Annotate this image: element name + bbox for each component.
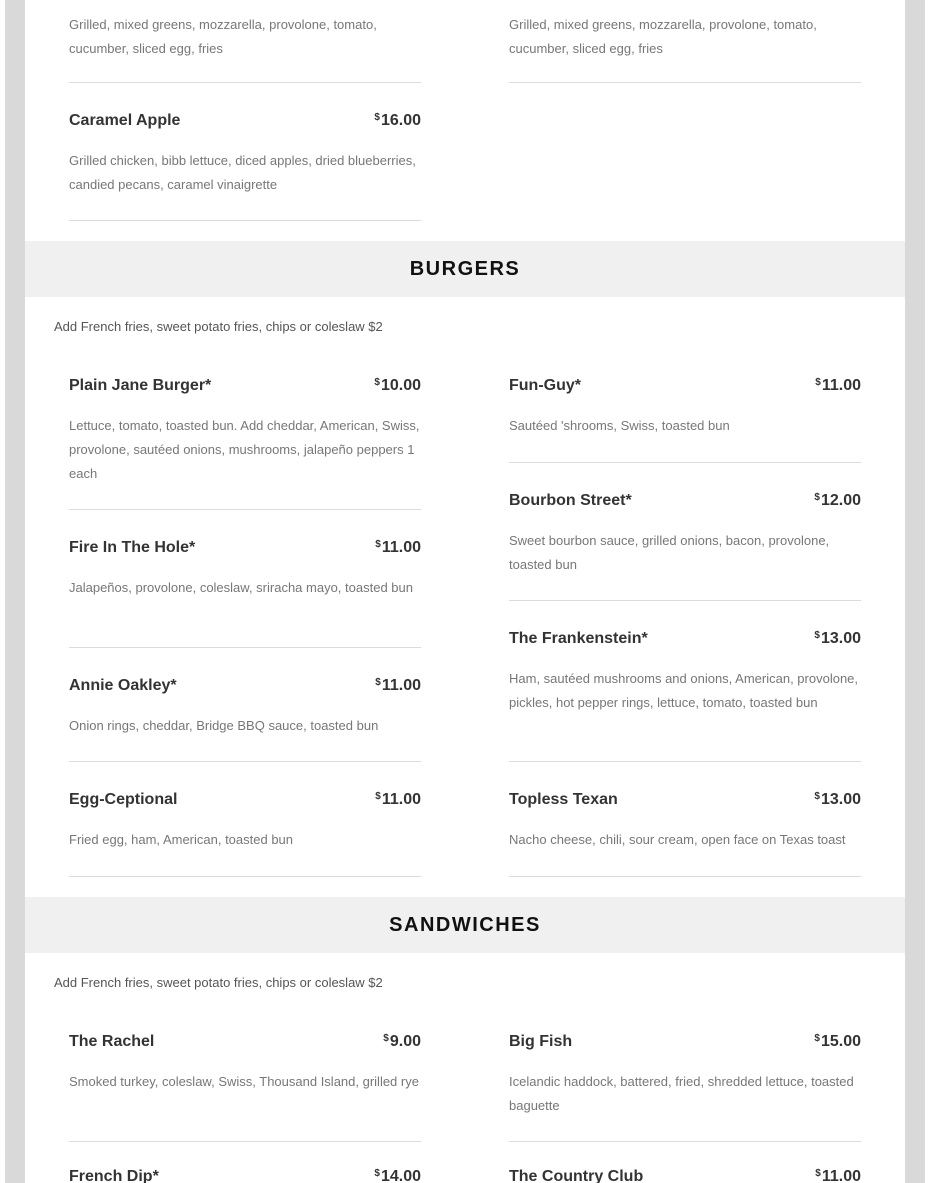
item-divider [69,82,421,83]
menu-page [25,0,905,1183]
menu-item [69,1033,421,1094]
item-price: $13.00 [814,791,861,808]
item-name: Fire In The Hole* [69,539,196,556]
item-description: Icelandic haddock, battered, fried, shredded lettuce, toasted baguette [509,1074,854,1113]
item-divider [509,600,861,601]
item-name: Caramel Apple [69,112,181,129]
item-name: Big Fish [509,1033,573,1050]
item-divider [69,220,421,221]
item-description: Grilled, mixed greens, mozzarella, provolone, tomato, cucumber, sliced egg, fries [69,17,377,56]
item-price: $16.00 [374,112,421,129]
item-description: Smoked turkey, coleslaw, Swiss, Thousand Island, grilled rye [69,1074,419,1089]
menu-item [509,791,861,852]
menu-item [69,112,421,197]
item-price: $11.00 [815,1168,861,1183]
item-divider [509,462,861,463]
item-price: $11.00 [815,377,861,394]
item-name: Annie Oakley* [69,677,177,694]
item-divider [509,1141,861,1142]
item-name: The Frankenstein* [509,630,648,647]
item-description: Nacho cheese, chili, sour cream, open face on Texas toast [509,832,846,847]
item-description: Fried egg, ham, American, toasted bun [69,832,294,847]
item-price: $11.00 [375,677,421,694]
item-price: $14.00 [374,1168,421,1183]
item-name: Bourbon Street* [509,492,632,509]
menu-item [69,539,421,600]
menu-item [69,677,421,738]
menu-item [509,492,861,577]
menu-item [69,1168,421,1183]
item-divider [509,876,861,877]
item-name: The Rachel [69,1033,155,1050]
item-divider [69,1141,421,1142]
item-name: Egg-Ceptional [69,791,178,808]
menu-item [69,791,421,852]
item-divider [69,509,421,510]
page-margin-right [925,0,930,1183]
item-price: $11.00 [375,791,421,808]
item-description: Jalapeños, provolone, coleslaw, sriracha mayo, toasted bun [69,580,413,595]
section-title: BURGERS [409,257,521,280]
menu-item [509,1033,861,1118]
menu-item [509,377,861,438]
item-description: Sautéed 'shrooms, Swiss, toasted bun [509,418,730,433]
item-price: $15.00 [814,1033,861,1050]
item-divider [69,761,421,762]
item-description: Ham, sautéed mushrooms and onions, American, provolone, pickles, hot pepper rings, lettuce, tomato, toasted bun [509,671,859,710]
item-description: Sweet bourbon sauce, grilled onions, bacon, provolone, toasted bun [509,533,830,572]
section-title: SANDWICHES [389,913,541,936]
item-price: $11.00 [375,539,421,556]
item-name: Plain Jane Burger* [69,377,212,394]
page-margin-left [0,0,5,1183]
item-description: Grilled, mixed greens, mozzarella, provolone, tomato, cucumber, sliced egg, fries [509,17,817,56]
item-divider [509,82,861,83]
section-header-sandwiches [25,897,905,953]
item-description: Grilled chicken, bibb lettuce, diced apples, dried blueberries, candied pecans, caramel vinaigrette [69,153,416,192]
item-price: $10.00 [374,377,421,394]
item-price: $13.00 [814,630,861,647]
item-name: French Dip* [69,1168,159,1183]
section-note: Add French fries, sweet potato fries, chips or coleslaw $2 [54,975,383,990]
menu-item [509,1168,861,1183]
section-header-burgers [25,241,905,297]
menu-item [509,0,861,61]
item-price: $12.00 [814,492,861,509]
item-name: The Country Club [509,1168,644,1183]
item-divider [509,761,861,762]
item-name: Fun-Guy* [509,377,581,394]
item-divider [69,647,421,648]
menu-item [509,630,861,715]
item-name: Topless Texan [509,791,618,808]
item-divider [69,876,421,877]
item-description: Onion rings, cheddar, Bridge BBQ sauce, toasted bun [69,718,379,733]
item-price: $9.00 [383,1033,421,1050]
item-description: Lettuce, tomato, toasted bun. Add cheddar, American, Swiss, provolone, sautéed onions, mushrooms, jalapeño peppers 1 each [69,418,420,481]
menu-item [69,377,421,486]
menu-item [69,0,421,61]
section-note: Add French fries, sweet potato fries, chips or coleslaw $2 [54,319,383,334]
